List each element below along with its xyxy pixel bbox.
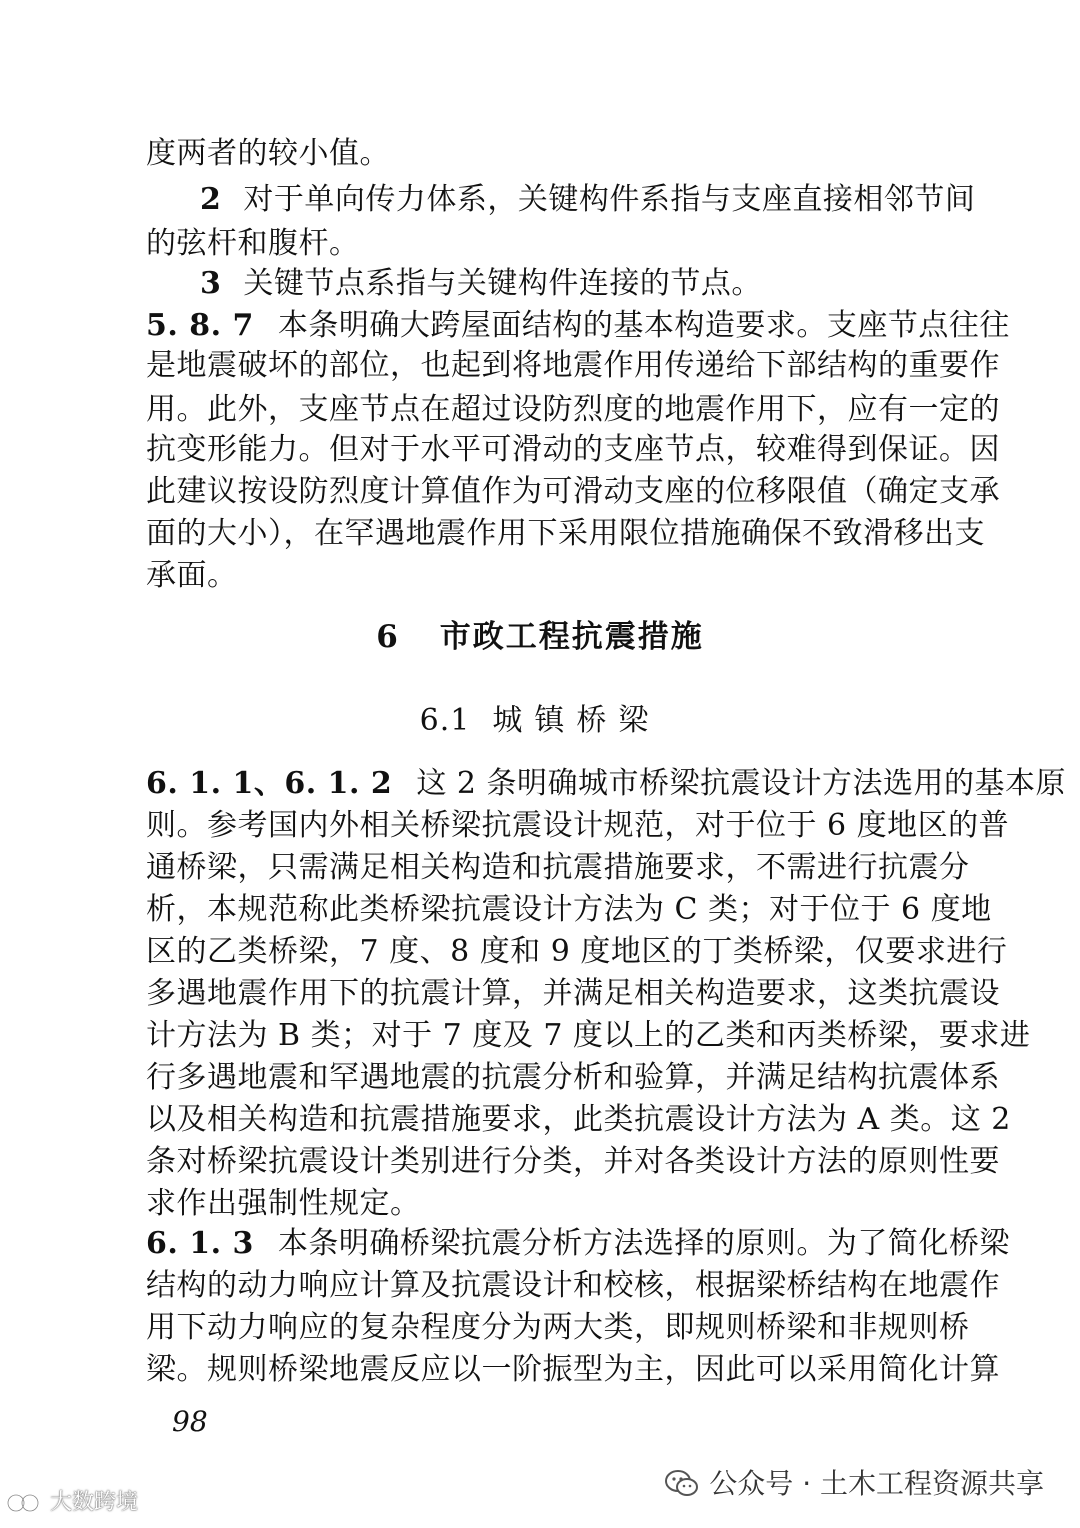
paragraph-line: 梁。规则桥梁地震反应以一阶振型为主，因此可以采用简化计算 xyxy=(146,1352,1000,1387)
page-number: 98 xyxy=(172,1405,208,1438)
clause-text: 这 2 条明确城市桥梁抗震设计方法选用的基本原 xyxy=(416,766,1066,801)
paragraph-line: 用。此外，支座节点在超过设防烈度的地震作用下，应有一定的 xyxy=(146,392,1000,427)
paragraph-line: 通桥梁，只需满足相关构造和抗震措施要求，不需进行抗震分 xyxy=(146,850,970,885)
paragraph-line: 度两者的较小值。 xyxy=(146,136,390,171)
paragraph-line: 面的大小），在罕遇地震作用下采用限位措施确保不致滑移出支 xyxy=(146,516,985,551)
paragraph-line: 区的乙类桥梁，7 度、8 度和 9 度地区的丁类桥梁，仅要求进行 xyxy=(146,934,1008,969)
clause-5-8-7 xyxy=(146,306,1010,346)
clause-text: 本条明确大跨屋面结构的基本构造要求。支座节点往往 xyxy=(277,308,1010,343)
clause-number: 6. 1. 3 xyxy=(146,1226,254,1261)
paragraph-line: 析，本规范称此类桥梁抗震设计方法为 C 类；对于位于 6 度地 xyxy=(146,892,992,927)
subsection-title: 城镇桥梁 xyxy=(492,703,661,738)
section-number: 6 xyxy=(376,619,400,655)
subsection-number: 6.1 xyxy=(419,703,471,738)
wechat-account-text: 公众号 · 土木工程资源共享 xyxy=(709,1467,1044,1500)
clause-6-1-1 xyxy=(146,764,1066,804)
list-number: 3 xyxy=(200,266,222,301)
paragraph-line: 行多遇地震和罕遇地震的抗震分析和验算，并满足结构抗震体系 xyxy=(146,1060,1000,1095)
paragraph-line: 此建议按设防烈度计算值作为可滑动支座的位移限值（确定支承 xyxy=(146,474,1000,509)
list-text: 对于单向传力体系，关键构件系指与支座直接相邻节间 xyxy=(243,182,976,217)
paragraph-line: 结构的动力响应计算及抗震设计和校核，根据梁桥结构在地震作 xyxy=(146,1268,1000,1303)
wechat-watermark xyxy=(665,1464,1044,1504)
paragraph-line: 以及相关构造和抗震措施要求，此类抗震设计方法为 A 类。这 2 xyxy=(146,1102,1011,1137)
paragraph-line: 条对桥梁抗震设计类别进行分类，并对各类设计方法的原则性要 xyxy=(146,1144,1000,1179)
paragraph-line: 计方法为 B 类；对于 7 度及 7 度以上的乙类和丙类桥梁，要求进 xyxy=(146,1018,1031,1053)
paragraph-line: 多遇地震作用下的抗震计算，并满足相关构造要求，这类抗震设 xyxy=(146,976,1000,1011)
section-heading xyxy=(0,617,1080,657)
subsection-heading xyxy=(0,701,1080,741)
clause-6-1-3 xyxy=(146,1224,1010,1264)
list-text: 关键节点系指与关键构件连接的节点。 xyxy=(243,266,762,301)
list-item-2 xyxy=(200,180,976,220)
wechat-icon xyxy=(665,1469,699,1499)
paragraph-line: 是地震破坏的部位，也起到将地震作用传递给下部结构的重要作 xyxy=(146,348,1000,383)
paragraph-line: 的弦杆和腹杆。 xyxy=(146,226,360,261)
list-item-3 xyxy=(200,264,926,304)
paragraph-line: 抗变形能力。但对于水平可滑动的支座节点，较难得到保证。因 xyxy=(146,432,1000,467)
paragraph-line: 用下动力响应的复杂程度分为两大类，即规则桥梁和非规则桥 xyxy=(146,1310,970,1345)
list-number: 2 xyxy=(200,182,222,217)
corner-watermark xyxy=(6,1488,138,1518)
clause-number: 5. 8. 7 xyxy=(146,308,254,343)
paragraph-line: 则。参考国内外相关桥梁抗震设计规范，对于位于 6 度地区的普 xyxy=(146,808,1010,843)
clause-number: 6. 1. 1、6. 1. 2 xyxy=(146,766,393,801)
corner-watermark-text: 大数跨境 xyxy=(50,1490,139,1515)
section-title: 市政工程抗震措施 xyxy=(439,619,704,655)
paragraph-line: 承面。 xyxy=(146,558,238,593)
clause-text: 本条明确桥梁抗震分析方法选择的原则。为了简化桥梁 xyxy=(277,1226,1010,1261)
paragraph-line: 求作出强制性规定。 xyxy=(146,1186,421,1221)
brand-logo-icon xyxy=(6,1491,46,1515)
